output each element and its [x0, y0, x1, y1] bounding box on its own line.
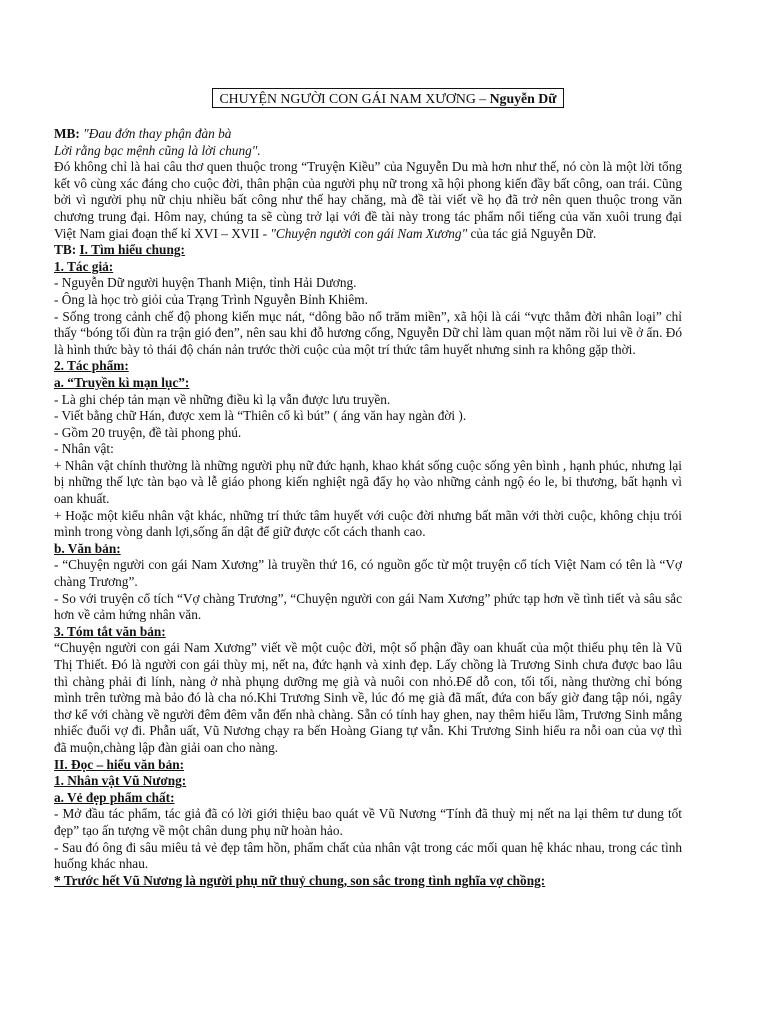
section-ii-1-heading: 1. Nhân vật Vũ Nương:	[54, 773, 187, 789]
s2a-item-3: - Gồm 20 truyện, đề tài phong phú.	[54, 424, 242, 440]
section-2b-heading: b. Văn bản:	[54, 540, 121, 556]
s2b-item-1: - “Chuyện người con gái Nam Xương” là truyền thứ 16, có nguồn gốc từ một truyện cổ tích Việt Nam có tên là “Vợ chàng Trương”.	[54, 557, 682, 590]
mb-body-italic: "Chuyện người con gái Nam Xương"	[270, 225, 468, 241]
s2a-item-1: - Là ghi chép tản mạn về những điều kì lạ vẫn được lưu truyền.	[54, 391, 391, 407]
mb-quote-line1	[54, 126, 682, 143]
section-2-heading: 2. Tác phẩm:	[54, 358, 129, 374]
s2a-item-5: + Nhân vật chính thường là những người phụ nữ đức hạnh, khao khát sống cuộc sống yên bình , hạnh phúc, nhưng lại bị những thế lực tàn bạo và lễ giáo phong kiến nghiệt ngã đẩy họ vào những cảnh ngộ éo le, bi thương, bất hạnh vì oan khuất.	[54, 457, 682, 507]
tb-heading-line	[54, 242, 682, 259]
s1-item-1: - Nguyễn Dữ người huyện Thanh Miện, tỉnh Hải Dương.	[54, 275, 357, 291]
title-text: CHUYỆN NGƯỜI CON GÁI NAM XƯƠNG –	[219, 91, 490, 106]
mb-quote-first: "Đau đớn thay phận đàn bà	[79, 126, 232, 141]
s3-body: “Chuyện người con gái Nam Xương” viết về một cuộc đời, một số phận đầy oan khuất của một thiếu phụ tên là Vũ Thị Thiết. Đó là người con gái thùy mị, nết na, đức hạnh và xinh đẹp. Lấy chồng là Trương Sinh chưa được bao lâu thì chàng phải đi lính, nàng ở nhà phụng dưỡng mẹ già và nuôi con nhỏ.Để dỗ con, tối tối, nàng thường chỉ bóng mình trên tường mà bảo đó là cha nó.Khi Trương Sinh về, lúc đó mẹ già đã mất, đứa con bấy giờ đang tập nói, ngây thơ kể với chàng về người đêm đêm vẫn đến nhà chàng. Sẵn có tính hay ghen, nay thêm hiểu lầm, Trương Sinh mắng nhiếc đuổi vợ đi. Phẫn uất, Vũ Nương chạy ra bến Hoàng Giang tự vẫn. Khi Trương Sinh hiểu ra nỗi oan của vợ thì đã muộn,chàng lập đàn giải oan cho nàng.	[54, 640, 682, 755]
s1-item-3: - Sống trong cảnh chế độ phong kiến mục nát, “dông bão nổ trăm miền”, xã hội là cái “vực thẳm đời nhân loại” chỉ thấy “bóng tối đùn ra trận gió đen”, nên sau khi đỗ hương cống, Nguyễn Dữ chỉ làm quan một năm rồi lui về ở ẩn. Đó là hình thức bày tỏ thái độ chán nản trước thời cuộc của một trí thức tâm huyết nhưng sinh ra không gặp thời.	[54, 308, 682, 357]
section-ii-heading: II. Đọc – hiểu văn bản:	[54, 756, 185, 772]
s2b-item-2: - So với truyện cổ tích “Vợ chàng Trương”, “Chuyện người con gái Nam Xương” phức tạp hơn về tình tiết và sâu sắc hơn về cảm hứng nhân văn.	[54, 590, 682, 623]
mb-body-start: Đó không chỉ là hai câu thơ quen thuộc trong “Truyện Kiều” của Nguyễn Du mà hơn như thế, nó còn là một lời tổng kết vô cùng xác đáng cho cuộc đời, thân phận của người phụ nữ trong xã hội phong kiến đầy bất công, oan trái. Cũng bởi vì người phụ nữ chịu nhiều bất công như thế hay chăng, mà đề tài viết về họ đã trở nên quen thuộc trong văn chương trung đại. Hôm nay, chúng ta sẽ cùng trở lại với đề tài này trong tác phẩm nổi tiếng của văn xuôi trung đại Việt Nam giai đoạn thế kỉ XVI – XVII -	[54, 159, 682, 241]
final-heading: * Trước hết Vũ Nương là người phụ nữ thuỷ chung, son sắc trong tình nghĩa vợ chồng:	[54, 872, 546, 888]
tb-label: TB:	[54, 242, 80, 258]
section-2a-heading: a. “Truyền kì mạn lục”:	[54, 374, 190, 390]
document-title	[212, 88, 563, 108]
mb-body	[54, 159, 682, 242]
title-author: Nguyễn Dữ	[489, 91, 557, 106]
s-ii1a-item-1: - Mở đầu tác phẩm, tác giả đã có lời giới thiệu bao quát về Vũ Nương “Tính đã thuỳ mị nết na lại thêm tư dung tốt đẹp” tạo ấn tượng về một chân dung phụ nữ hoàn hảo.	[54, 806, 682, 838]
section-1-heading: 1. Tác giả:	[54, 258, 114, 274]
mb-label: MB:	[54, 126, 80, 141]
s2a-item-4: - Nhân vật:	[54, 441, 114, 457]
mb-quote-line2: Lời rằng bạc mệnh cũng là lời chung".	[54, 142, 261, 158]
s2a-item-2: - Viết bằng chữ Hán, được xem là “Thiên cổ kì bút” ( áng văn hay ngàn đời ).	[54, 408, 467, 424]
title-container	[54, 88, 682, 108]
section-ii-1a-heading: a. Vẻ đẹp phẩm chất:	[54, 789, 175, 805]
tb-heading: I. Tìm hiểu chung:	[79, 242, 185, 258]
mb-body-end: của tác giả Nguyễn Dữ.	[467, 225, 597, 241]
s2a-item-6: + Hoặc một kiểu nhân vật khác, những trí thức tâm huyết với cuộc đời nhưng bất mãn với thời cuộc, không chịu trói mình trong vòng danh lợi,sống ẩn dật để giữ được cốt cách thanh cao.	[54, 507, 682, 540]
s-ii1a-item-2: - Sau đó ông đi sâu miêu tả vẻ đẹp tâm hồn, phẩm chất của nhân vật trong các mối quan hệ khác nhau, trong các tình huống khác nhau.	[54, 839, 682, 872]
s1-item-2: - Ông là học trò giỏi của Trạng Trình Nguyễn Bỉnh Khiêm.	[54, 291, 368, 307]
section-3-heading: 3. Tóm tắt văn bản:	[54, 623, 166, 639]
